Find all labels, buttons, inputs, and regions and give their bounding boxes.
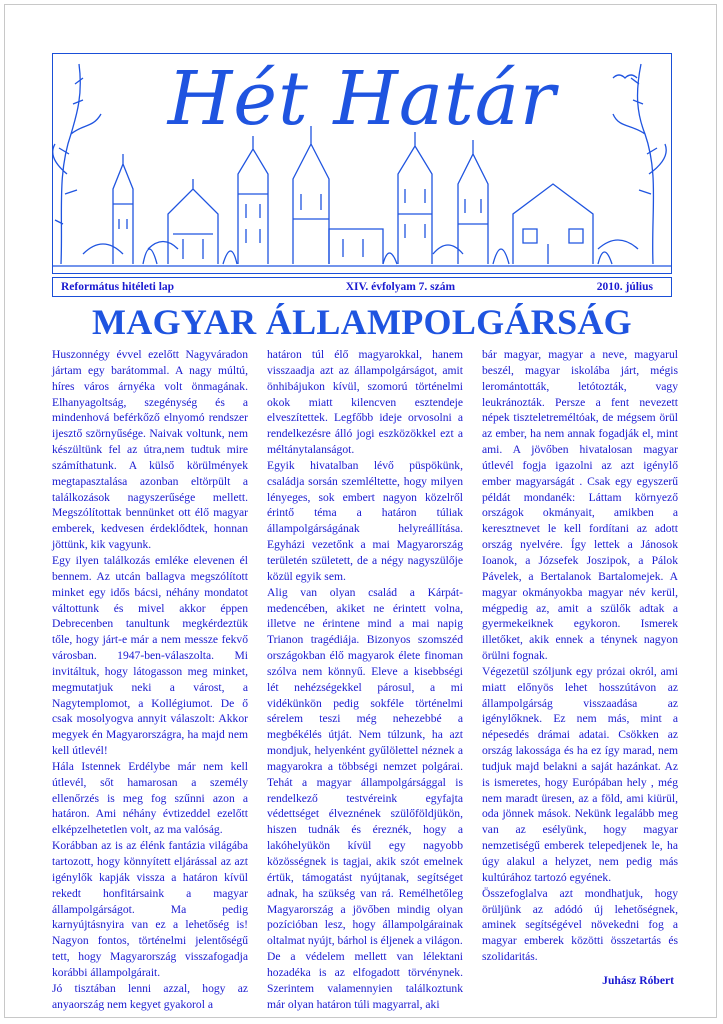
- column-3: [482, 347, 678, 987]
- paragraph: Korábban az is az élénk fantázia világába tartozott, hogy könnyített eljárással az azt igénylők kapják vissza a határon kívül rekedt honfitársaink a magyar állampolgárságot. Ma pedig karnyújtásnyira van ez a lehetőség is! Nagyon fontos, történelmi jelentőségű tett, hogy Magyarország visszafogadja korábbi állampolgárait.: [52, 839, 248, 979]
- paragraph: Egyik hivatalban lévő püspökünk, családja sorsán szemléltette, hogy milyen lényeges, sok embert nagyon közelről érintő téma a határon túliak állampolgárságának helyreállítása. Egyházi vezetőnk a mai Magyarország területén született, de a négy nagyszülője közül egyik sem.: [267, 458, 463, 583]
- article-body: [52, 347, 678, 1011]
- paragraph: határon túl élő magyarokkal, hanem visszaadja azt az állampolgárságot, amit önhibájukon kívül, szomorú történelmi okok miatt kilencven esztendeje elveszítettek. Legfőbb ideje orvosolni a rendelkezésre álló jogi eszközökkel ezt a méltánytalanságot.: [267, 348, 463, 457]
- paragraph: Hála Istennek Erdélybe már nem kell útlevél, sőt hamarosan a személy ellenőrzés is meg fog szűnni azon a határon. Ami néhány évtizeddel ezelőtt elképzelhetetlen volt, az ma valóság.: [52, 759, 248, 837]
- issue-date: 2010. július: [596, 281, 653, 293]
- paragraph: Huszonnégy évvel ezelőtt Nagyváradon jártam egy barátommal. A nagy múltú, híres város árnyéka volt önmagának. Elhanyagoltság, szegénység és a mindenhová beférkőző elnyomó rendszer ijesztő szörnyűsége. Naivak voltunk, nem készültünk fel az útra,nem tudtuk mire számíthatunk. A külső körülmények megtapasztalása azonban eltörpült a találkozások nagyszerűsége mellett. Megszólítottak bennünket ott élő magyar emberek, kedvesen érdeklődtek, honnan jöttünk, kik vagyunk.: [52, 348, 248, 552]
- issue-info-bar: [52, 277, 672, 297]
- paragraph: De a védelem mellett van lélektani hozadéka is az elfogadott törvénynek. Szerintem valamennyien találkoztunk már olyan határon túli magyarral, aki: [267, 950, 463, 1011]
- paragraph: Alig van olyan család a Kárpát-medencében, akiket ne érintett volna, illetve ne érintene mind a mai napig Trianon tragédiája. Bizonyos szomszéd országokban élő magyarok élete finoman szólva nem könnyű. Eleve a kisebbségi lét nehézségekkel párosul, a mi vidékünkön pedig sokféle történelmi sérelem teszi még nehezebbé a megbékélés útját. Nem túlzunk, ha azt mondjuk, helyenként gyűlölettel néznek a magyarokra a többségi nemzet polgárai. Tehát a magyar állampolgársággal is rendelkező testvéreink egyfajta védettséget élveznének szülőföldjükön, hiszen tudnák és éreznék, hogy a lakóhelyükön kívül egy nagyobb közösségnek is tagjai, akik szót emelnek értük, támogatást nyújtanak, segítséget adnak, ha szükség van rá. Remélhetőleg Magyarország a jövőben mindig olyan pozícióban lesz, hogy állampolgárainak oltalmat nyújt, bárhol is éljenek a világon.: [267, 585, 463, 948]
- masthead: [52, 53, 672, 274]
- author-signature: Juhász Róbert: [602, 973, 674, 987]
- paragraph: Egy ilyen találkozás emléke elevenen él bennem. Az utcán ballagva megszólított minket egy idős bácsi, néhány mondatot váltottunk és mivel akkor éppen Debrecenben tanultunk megkérdeztük tőle, hogy járt-e már a nem messze fekvő városban. 1947-ben-válaszolta. Mi invitáltuk, hogy látogasson meg minket, megmutatjuk neki a várost, a Nagytemplomot, a Kollégiumot. De ő csak mosolyogva annyit válaszolt: Akkor megyek én Magyarországra, ha majd nem kell útlevél!: [52, 553, 248, 758]
- column-2: [267, 347, 463, 1011]
- paragraph: Jó tisztában lenni azzal, hogy az anyaország nem kegyet gyakorol a: [52, 981, 248, 1011]
- newspaper-title: Hét Határ: [167, 56, 557, 142]
- publication-type: Református hitéleti lap: [61, 281, 175, 293]
- article-headline: MAGYAR ÁLLAMPOLGÁRSÁG: [92, 302, 632, 342]
- column-1: [52, 347, 248, 1011]
- paragraph: bár magyar, magyar a neve, magyarul beszél, magyar iskolába járt, mégis leromántották, letótozták, vagy leukránozták. Persze a fent nevezett népek tiszteletreméltóak, de mégsem örül az ember, ha nem annak fogadják el, mint ami. A jövőben hivatalosan magyar útlevél fogja igazolni az azt igénylő ember magyarságát . Csak egy egyszerű példát mondanék: Láttam környező országok okmányait, amikben a keresztnevet le kell fordítani az adott ország nyelvére. Így lettek a Jánosok Ioanok, a Józsefek Joszipok, a Pálok Pávelek, a Bertalanok Bartalomejek. A magyar okmányokba magyar név kerül, mégpedig az, amit a szülők adtak a gyermekeiknek egykoron. Ismerek illetőket, akik ennek a ténynek nagyon örülni fognak.: [482, 348, 678, 663]
- paragraph: Összefoglalva azt mondhatjuk, hogy örüljünk az adódó új lehetőségnek, aminek segítségével növekedni fog a magyar emberek közötti összetartás és szolidaritás.: [482, 886, 678, 964]
- issue-number: XIV. évfolyam 7. szám: [345, 281, 456, 293]
- paragraph: Végezetül szóljunk egy prózai okról, ami miatt előnyös lehet hosszútávon az állampolgárság visszaadása az igénylőknek. Ez nem más, mint a népesedés drámai adatai. Csökken az ország lakossága és ha ez így marad, nem tudjuk majd belakni a saját hazánkat. Az is ismeretes, hogy Európában hely , még nem maradt üresen, az a föld, ami kiürül, oda jönnek mások. Nekünk legalább meg van az esélyünk, hogy magyar nemzetiségű emberek telepedjenek le, ha úgy alakul a helyzet, nem pedig más kultúrához tartozó egyének.: [482, 664, 678, 884]
